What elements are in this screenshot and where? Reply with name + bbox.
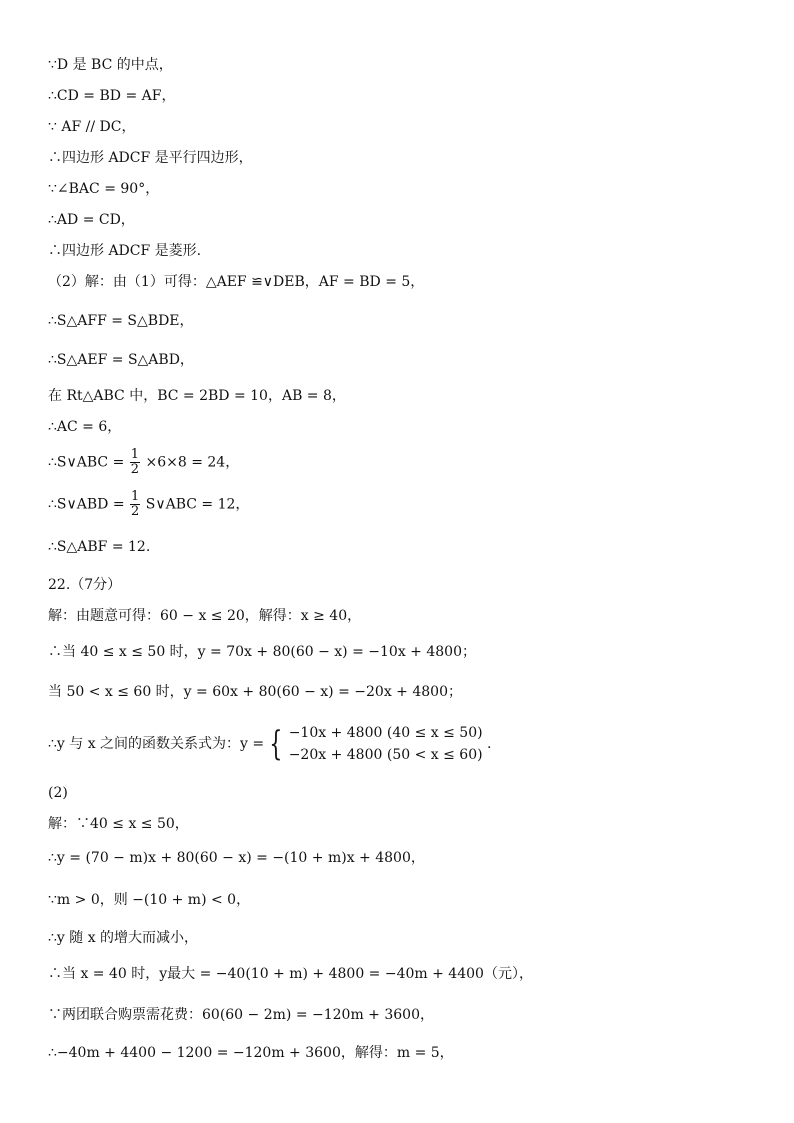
piecewise-case-2: −20x + 4800 (50 < x ≤ 60) xyxy=(288,747,483,763)
fraction-line-1-suffix: ×6×8 = 24， xyxy=(145,454,240,471)
text-line-12: ∴AC = 6， xyxy=(48,419,122,435)
fraction-denominator: 2 xyxy=(131,504,140,519)
text-line-10: ∴S△AEF = S△ABD， xyxy=(48,352,194,368)
text-line-8: （2）解：由（1）可得：△AEF ≌∨DEB，AF = BD = 5， xyxy=(48,274,425,290)
text-line-22: ∵两团联合购票需花费：60(60 − 2m) = −120m + 3600， xyxy=(48,1007,434,1023)
fraction-line-2 xyxy=(48,490,249,519)
fraction-line-2-suffix: S∨ABC = 12， xyxy=(145,496,250,513)
fraction-line-1-prefix: ∴S∨ABC = xyxy=(48,454,125,471)
fraction-line-2-prefix: ∴S∨ABD = xyxy=(48,496,125,513)
text-line-13: ∴S△ABF = 12. xyxy=(48,539,151,555)
text-line-11: 在 Rt△ABC 中，BC = 2BD = 10，AB = 8， xyxy=(48,388,346,404)
piecewise-case-1: −10x + 4800 (40 ≤ x ≤ 50) xyxy=(288,725,483,741)
fraction-one-half-2 xyxy=(130,490,140,519)
part-2-heading: (2) xyxy=(48,785,68,801)
text-line-16: 当 50 < x ≤ 60 时，y = 60x + 80(60 − x) = −20x + 4800； xyxy=(48,684,462,700)
text-line-3: ∵ AF // DC， xyxy=(48,119,136,135)
piecewise-function-line xyxy=(48,722,491,766)
piecewise-suffix: . xyxy=(487,736,492,752)
text-line-20: ∴y 随 x 的增大而减小， xyxy=(48,930,199,946)
text-line-1: ∵D 是 BC 的中点， xyxy=(48,57,173,73)
fraction-numerator: 1 xyxy=(131,489,140,504)
text-line-14: 解：由题意可得：60 − x ≤ 20，解得：x ≥ 40， xyxy=(48,608,362,624)
fraction-line-1 xyxy=(48,448,239,477)
left-brace-icon: { xyxy=(268,724,282,764)
text-line-4: ∴四边形 ADCF 是平行四边形， xyxy=(48,150,253,166)
question-22-heading: 22.（7分） xyxy=(48,577,122,593)
piecewise-cases xyxy=(289,722,483,766)
text-line-18: ∴y = (70 − m)x + 80(60 − x) = −(10 + m)x + 4800， xyxy=(48,850,425,866)
text-line-6: ∴AD = CD， xyxy=(48,212,135,228)
fraction-one-half-1 xyxy=(130,448,140,477)
fraction-numerator: 1 xyxy=(130,447,140,462)
text-line-2: ∴CD = BD = AF， xyxy=(48,88,176,104)
text-line-17: 解：∵40 ≤ x ≤ 50， xyxy=(48,816,189,832)
text-line-15: ∴当 40 ≤ x ≤ 50 时，y = 70x + 80(60 − x) = −10x + 4800； xyxy=(48,644,476,660)
piecewise-prefix: ∴y 与 x 之间的函数关系式为：y = xyxy=(48,736,265,752)
fraction-denominator: 2 xyxy=(130,462,140,477)
text-line-9: ∴S△AFF = S△BDE， xyxy=(48,313,194,329)
text-line-7: ∴四边形 ADCF 是菱形. xyxy=(48,243,202,259)
text-line-21: ∴当 x = 40 时，y最大 = −40(10 + m) + 4800 = −40m + 4400（元）， xyxy=(48,966,533,982)
text-line-5: ∵∠BAC = 90°， xyxy=(48,181,160,197)
text-line-19: ∵m > 0，则 −(10 + m) < 0， xyxy=(48,892,251,908)
text-line-23: ∴−40m + 4400 − 1200 = −120m + 3600，解得：m = 5， xyxy=(48,1045,454,1061)
